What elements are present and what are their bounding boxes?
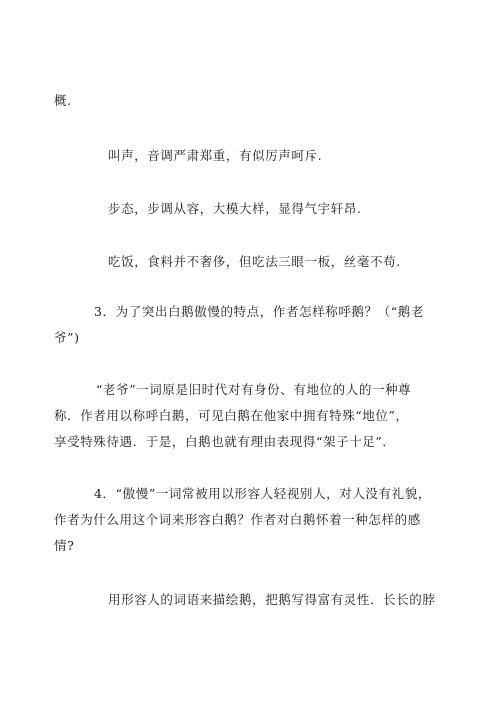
text-line: 概. — [54, 93, 72, 108]
answer-line: 享受特殊待遇．于是，白鹅也就有理由表现得“架子十足”． — [54, 434, 396, 449]
question-line: 3．为了突出白鹅傲慢的特点，作者怎样称呼鹅？（“鹅老 — [94, 304, 424, 319]
text-line: 吃饭，食料并不奢侈，但吃法三眼一板，丝毫不苟. — [108, 254, 401, 269]
text-line: 叫声，音调严肃郑重，有似厉声呵斥. — [108, 148, 323, 163]
question-line: 作者为什么用这个词来形容白鹅？作者对白鹅怀着一种怎样的感 — [54, 512, 421, 527]
answer-line: 称．作者用以称呼白鹅，可见白鹅在他家中拥有特殊“地位”， — [54, 408, 409, 423]
text-line: 步态，步调从容，大模大样，显得气宇轩昂. — [108, 201, 362, 216]
answer-line: “老爷”一词原是旧时代对有身份、有地位的人的一种尊 — [96, 382, 412, 397]
question-line: 爷”) — [54, 330, 80, 345]
question-line: 情? — [54, 538, 75, 553]
answer-line: 用形容人的词语来描绘鹅，把鹅写得富有灵性．长长的脖 — [108, 592, 436, 607]
question-line: 4．“傲慢”一词常被用以形容人轻视别人，对人没有礼貌， — [94, 486, 431, 501]
